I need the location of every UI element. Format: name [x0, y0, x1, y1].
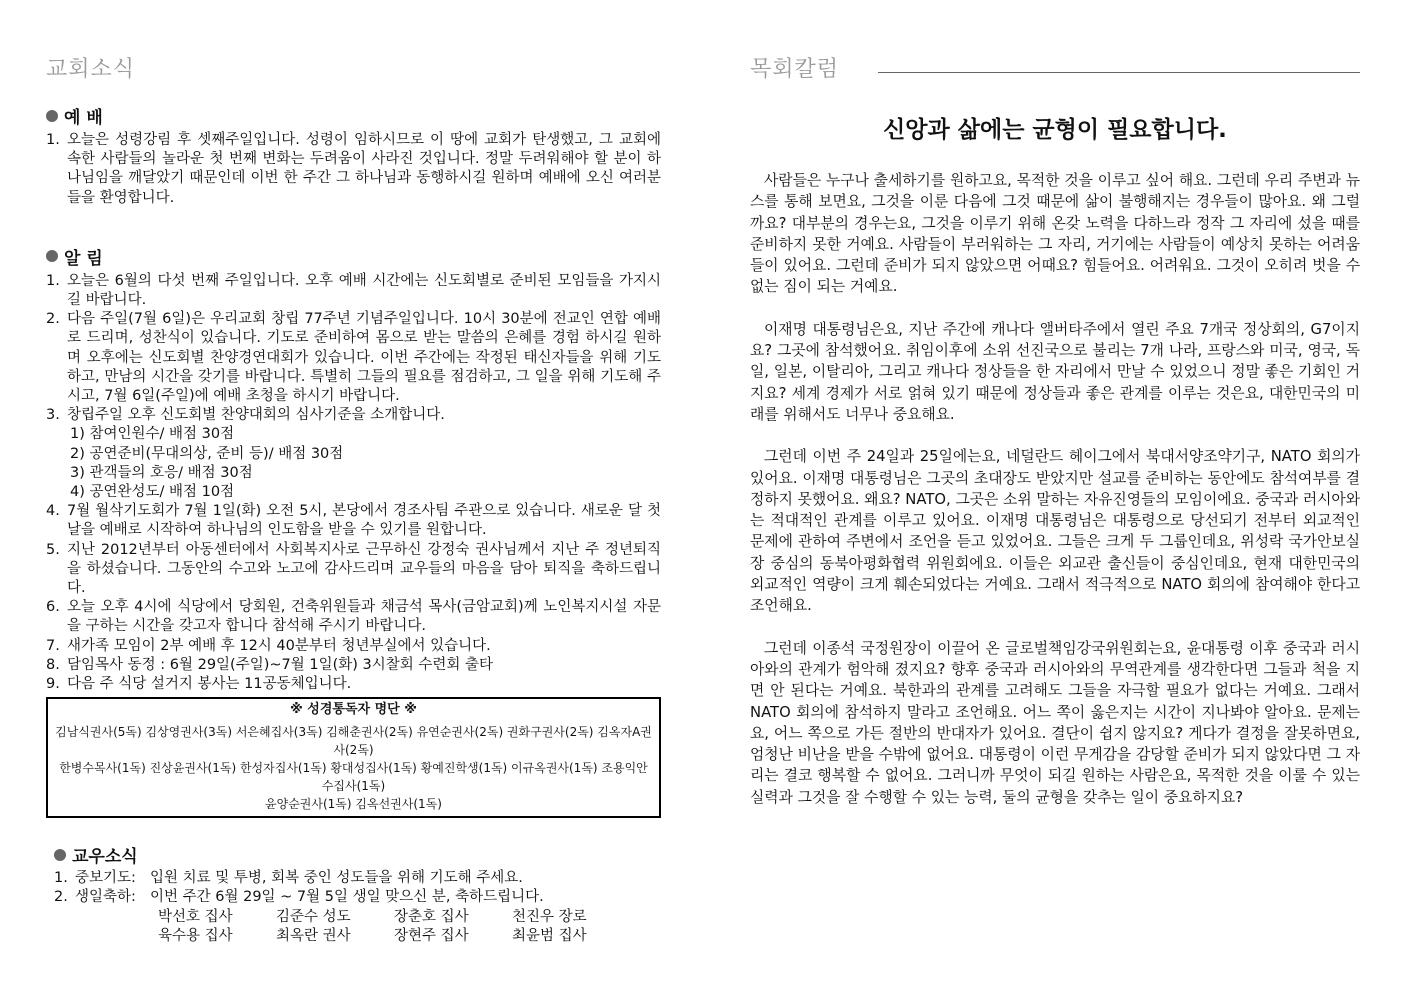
- list-item: [46, 656, 661, 675]
- list-item: [46, 445, 661, 464]
- bible-reading-title: ※ 성경통독자 명단 ※: [290, 702, 417, 718]
- birthday-name: 장춘호 집사: [394, 908, 469, 925]
- column-paragraph: 사람들은 누구나 출세하기를 원하고요, 목적한 것을 이루고 싶어 해요. 그런데 우리 주변과 뉴스를 통해 보면요, 그것을 이룬 다음에 그것 때문에 삶이 불행해지는 경우들이 많아요. 왜 그럴까요? 대부분의 경우는요, 그것을 이루기 위해 온갖 노력을 다하느라 정작 그 자리에 섰을 때를 준비하지 못한 거예요. 사람들이 부러워하는 그 자리, 거기에는 사람들이 예상치 못하는 어려움들이 있어요. 그런데 준비가 되지 않았으면 어때요? 힘들어요. 어려워요. 그것이 오히려 벗을 수 없는 짐이 되는 거예요.: [750, 172, 1361, 296]
- bible-reading-box: [46, 697, 661, 818]
- column-title: 신앙과 삶에는 균형이 필요합니다.: [883, 117, 1227, 143]
- item-text: 오늘 오후 4시에 식당에서 당회원, 건축위원들과 채금석 목사(금암교회)께 노인복지시설 자문을 구하는 시간을 갖고자 합니다 참석해 주시기 바랍니다.: [67, 599, 661, 635]
- birthday-names: [54, 908, 661, 946]
- item-text: 지난 2012년부터 아동센터에서 사회복지사로 근무하신 강정숙 권사님께서 지난 주 정년퇴직을 하셨습니다. 그동안의 수고와 노고에 감사드리며 교우들의 마음을 담아 퇴직을 축하드립니다.: [67, 541, 661, 597]
- item-text: 7월 월삭기도회가 7월 1일(화) 오전 5시, 본당에서 경조사팀 주관으로 있습니다. 새로운 달 첫날을 예배로 시작하여 하나님의 인도함을 받을 수 있기를 원합니다.: [67, 503, 661, 539]
- column-paragraph: 그런데 이종석 국정원장이 이끌어 온 글로벌책임강국위원회는요, 윤대통령 이후 중국과 러시아와의 관계가 험악해 졌지요? 향후 중국과 러시아와의 무역관계를 생각한다면 그들과 척을 지면 안 된다는 거예요. 북한과의 관계를 고려해도 그들을 자극할 필요가 없다는 거예요. 그래서 NATO 회의에 참석하지 말라고 조언해요. 어느 쪽이 옳은지는 시간이 지나봐야 알아요. 문제는요, 어느 쪽으로 가든 절반의 반대자가 있어요. 결단이 쉽지 않지요? 게다가 결정을 잘못하면요, 엄청난 비난을 받을 수밖에 없어요. 대통령이 이런 무게감을 감당할 준비가 되지 않았다면 그 자리는 결코 행복할 수 없어요. 그러니까 무엇이 되길 원하는 사람은요, 목적한 것을 이룰 수 있는 실력과 그것을 잘 수행할 수 있는 능력, 둘의 균형을 갖추는 일이 중요하지요?: [750, 639, 1360, 806]
- header-divider: [878, 72, 1360, 73]
- worship-section: [46, 103, 661, 208]
- notices-section: [46, 244, 661, 694]
- members-title: 교우소식: [54, 842, 661, 867]
- item-number: 2.: [46, 311, 60, 328]
- list-item: [46, 541, 661, 599]
- church-news-page: [46, 52, 661, 952]
- bible-reading-line: 윤양순권사(1독) 김옥선권사(1독): [265, 797, 442, 812]
- item-text: 3) 관객들의 호응/ 배점 30점: [70, 464, 253, 481]
- list-item: [46, 483, 661, 502]
- item-number: 5.: [46, 541, 60, 558]
- birthday-name: 육수용 집사: [158, 927, 233, 944]
- birthday-name: 박선호 집사: [158, 908, 233, 925]
- column-paragraph: 그런데 이번 주 24일과 25일에는요, 네덜란드 헤이그에서 북대서양조약기구, NATO 회의가 있어요. 이재명 대통령님은 그곳의 초대장도 받았지만 설교를 준비하는 동안에도 참석여부를 결정하지 못했어요. 왜요? NATO, 그곳은 소위 말하는 자유진영들의 모임이에요. 중국과 러시아와는 적대적인 관계를 이루고 있어요. 이재명 대통령님은 대통령으로 당선되기 전부터 외교적인 문제에 관하여 주변에서 조언을 듣고 있었어요. 그들은 크게 두 그룹인데요, 위성락 국가안보실장 중심의 동북아평화협력 위원회에요. 이들은 외교관 출신들이 중심인데요, 현재 대한민국의 외교적인 역량이 크게 훼손되었다는 거예요. 그래서 적극적으로 NATO 회의에 참여해야 한다고 조언해요.: [750, 448, 1361, 615]
- church-news-header: 교회소식: [46, 57, 136, 82]
- list-item: [46, 598, 661, 636]
- column-body: [750, 170, 1360, 808]
- bullet-dot-icon: [54, 849, 66, 861]
- item-text: 새가족 모임이 2부 예배 후 12시 40분부터 청년부실에서 있습니다.: [67, 637, 491, 654]
- worship-title: 예 배: [46, 103, 661, 128]
- bullet-dot-icon: [46, 110, 58, 122]
- item-text: 4) 공연완성도/ 배점 10점: [70, 484, 235, 501]
- item-text: 창립주일 오후 신도회별 찬양대회의 심사기준을 소개합니다.: [67, 407, 445, 424]
- list-item: [46, 637, 661, 656]
- birthday-item: 2. 생일축하: 이번 주간 6월 29일 ~ 7월 5일 생일 맞으신 분, 축하드립니다.: [54, 888, 661, 907]
- list-item: [46, 464, 661, 483]
- item-number: 9.: [46, 676, 60, 693]
- list-item: [46, 131, 661, 208]
- item-number: 4.: [46, 503, 60, 520]
- list-item: [46, 310, 661, 406]
- birthday-name: 장현주 집사: [394, 927, 469, 944]
- members-section: [46, 842, 661, 946]
- prayer-item: 1. 중보기도: 입원 치료 및 투병, 회복 중인 성도들을 위해 기도해 주세요.: [54, 869, 661, 888]
- pastor-column-page: [750, 52, 1360, 952]
- birthday-name: 최옥란 권사: [276, 927, 351, 944]
- bullet-dot-icon: [46, 250, 58, 262]
- worship-list: [46, 131, 661, 208]
- bible-reading-line: 한병수목사(1독) 진상윤권사(1독) 한성자집사(1독) 황대성집사(1독) 황예진학생(1독) 이규옥권사(1독) 조용익안수집사(1독): [59, 761, 648, 794]
- list-item: [46, 406, 661, 425]
- notices-list: [46, 272, 661, 694]
- item-text: 담임목사 동정 : 6월 29일(주일)~7월 1일(화) 3시찰회 수련회 출타: [67, 656, 494, 673]
- birthday-label: 생일축하:: [75, 889, 136, 906]
- list-item: [46, 675, 661, 694]
- pastor-column-header: 목회칼럼: [750, 57, 840, 82]
- list-item: [46, 425, 661, 444]
- item-number: 7.: [46, 637, 60, 654]
- item-text: 2) 공연준비(무대의상, 준비 등)/ 배점 30점: [70, 445, 344, 462]
- item-text: 오늘은 6월의 다섯 번째 주일입니다. 오후 예배 시간에는 신도회별로 준비된 모임들을 가지시길 바랍니다.: [67, 272, 661, 309]
- prayer-label: 중보기도:: [75, 870, 136, 887]
- birthday-name: 김준수 성도: [276, 908, 351, 925]
- birthday-name: 천진우 장로: [512, 908, 587, 925]
- item-number: 3.: [46, 407, 60, 424]
- item-number: 6.: [46, 599, 60, 616]
- prayer-text: 입원 치료 및 투병, 회복 중인 성도들을 위해 기도해 주세요.: [150, 870, 523, 887]
- item-text: 오늘은 성령강림 후 셋째주일입니다. 성령이 임하시므로 이 땅에 교회가 탄생했고, 그 교회에 속한 사람들의 놀라운 첫 번째 변화는 두려움이 사라진 것입니다. 정말 두려워해야 할 분이 하나님임을 깨달았기 때문인데 이번 한 주간 그 하나님과 동행하시길 원하며 예배에 오신 여러분들을 환영합니다.: [67, 132, 661, 206]
- list-item: [46, 272, 661, 310]
- item-number: 1.: [46, 272, 60, 289]
- item-number: 1.: [46, 132, 60, 148]
- bible-reading-line: 김남식권사(5독) 김상영권사(3독) 서은혜집사(3독) 김해춘권사(2독) 유연순권사(2독) 권화구권사(2독) 김옥자A권사(2독): [55, 725, 652, 758]
- list-item: [46, 502, 661, 540]
- item-text: 다음 주 식당 설거지 봉사는 11공동체입니다.: [67, 676, 352, 693]
- item-number: 8.: [46, 656, 60, 673]
- item-text: 다음 주일(7월 6일)은 우리교회 창립 77주년 기념주일입니다. 10시 30분에 전교인 연합 예배로 드리며, 성찬식이 있습니다. 기도로 준비하여 몸으로 받는 말씀의 은혜를 경험 하시길 원하며 오후에는 신도회별 찬양경연대회가 있습니다. 이번 주간에는 작정된 태신자들을 위해 기도하고, 만남의 시간을 갖기를 바랍니다. 특별히 그들의 필요를 점검하고, 그 일을 위해 기도해 주시고, 7월 6일(주일)에 예배 초청을 하시기 바랍니다.: [67, 311, 661, 405]
- birthday-name: 최윤범 집사: [512, 927, 587, 944]
- notices-title: 알 림: [46, 244, 661, 269]
- column-paragraph: 이재명 대통령님은요, 지난 주간에 캐나다 앨버타주에서 열린 주요 7개국 정상회의, G7이지요? 그곳에 참석했어요. 취임이후에 소위 선진국으로 불리는 7개 나라, 프랑스와 미국, 영국, 독일, 일본, 이탈리아, 그리고 캐나다 정상들을 한 자리에서 만날 수 있었으니 정말 좋은 기회인 거지요? 세계 경제가 서로 얽혀 있기 때문에 정상들과 좋은 관계를 이루는 것은요, 대한민국의 미래를 위해서도 너무나 중요해요.: [750, 320, 1360, 423]
- item-text: 1) 참여인원수/ 배점 30점: [70, 426, 235, 443]
- birthday-text: 이번 주간 6월 29일 ~ 7월 5일 생일 맞으신 분, 축하드립니다.: [150, 889, 544, 906]
